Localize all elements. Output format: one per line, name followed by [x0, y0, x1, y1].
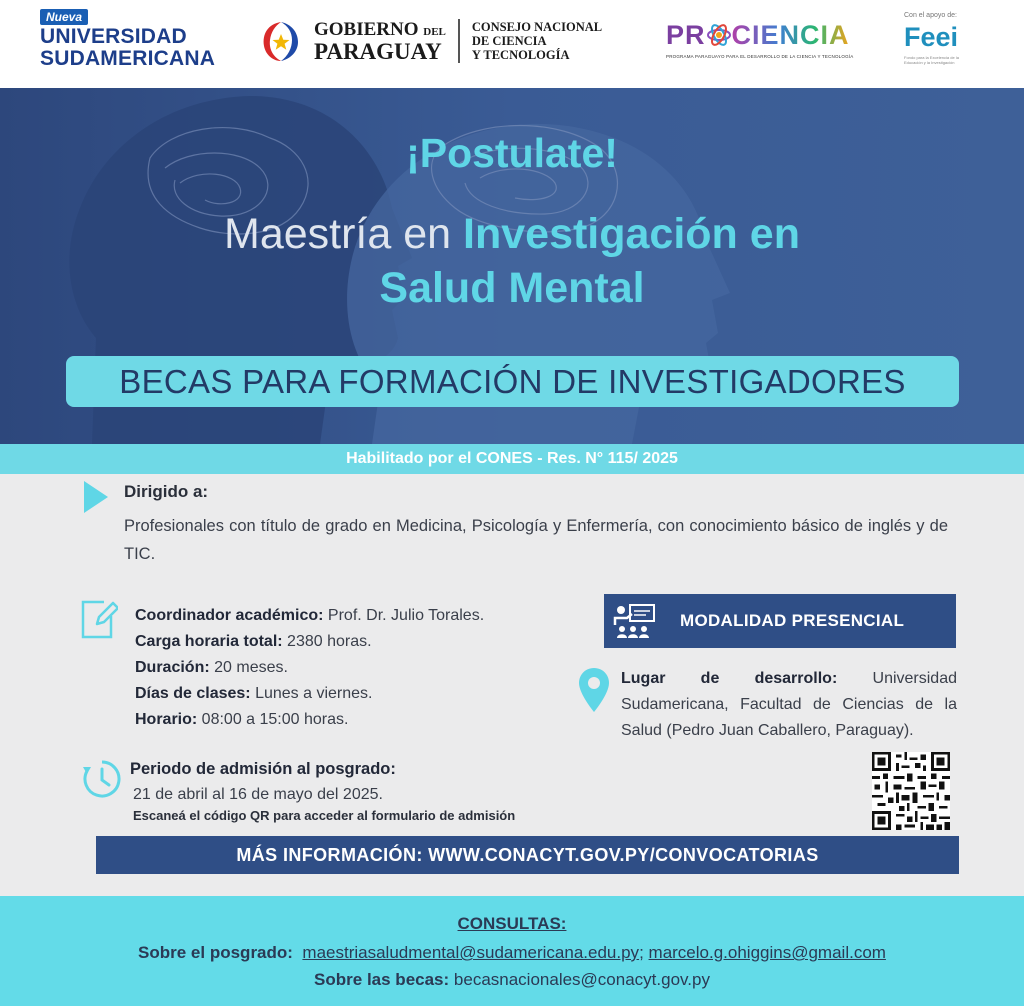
consultas-becas-label: Sobre las becas:	[314, 970, 450, 989]
consultas-title: CONSULTAS:	[457, 914, 567, 933]
play-arrow-icon	[84, 481, 108, 513]
gobierno-line-1-small: DEL	[423, 26, 446, 38]
consultas-becas-row	[0, 970, 1024, 990]
logo-line-1: UNIVERSIDAD	[40, 25, 187, 48]
program-title-line-1	[0, 210, 1024, 259]
gobierno-text	[314, 20, 446, 62]
detail-carga-horaria	[135, 629, 484, 655]
consultas-posgrado-row	[0, 943, 1024, 963]
prociencia-subtitle: PROGRAMA PARAGUAYO PARA EL DESARROLLO DE LA CIENCIA Y TECNOLOGÍA	[666, 54, 854, 59]
gobierno-separator	[458, 19, 460, 63]
program-details	[135, 603, 484, 733]
modalidad-label: MODALIDAD PRESENCIAL	[680, 611, 905, 630]
detail-coordinador	[135, 603, 484, 629]
program-title-thin: Maestría en	[224, 210, 452, 258]
logo-badge: Nueva	[40, 9, 88, 25]
info-section	[0, 474, 1024, 896]
consultas-posgrado-label: Sobre el posgrado:	[138, 943, 293, 962]
detail-label: Horario:	[135, 711, 198, 728]
admision-dates: 21 de abril al 16 de mayo del 2025.	[133, 786, 383, 803]
location-pin-icon	[578, 667, 610, 713]
classroom-icon	[612, 603, 656, 639]
becas-email[interactable]: becasnacionales@conacyt.gov.py	[453, 970, 710, 989]
mas-informacion-banner[interactable]: MÁS INFORMACIÓN: WWW.CONACYT.GOV.PY/CONVOCATORIAS	[96, 836, 959, 874]
postulate-heading: ¡Postulate!	[406, 130, 618, 176]
conacyt-line-2: DE CIENCIA	[471, 34, 547, 48]
detail-value: 2380 horas.	[282, 633, 372, 650]
prociencia-part-1: PR	[666, 20, 706, 50]
feei-subtitle: Fondo para la Excelencia de la Educación y la Investigación	[904, 55, 959, 65]
conacyt-line-1: CONSEJO NACIONAL	[471, 20, 603, 34]
feei-word: Feei	[904, 22, 959, 52]
habilitado-strip: Habilitado por el CONES - Res. N° 115/ 2025	[0, 444, 1024, 474]
conacyt-text	[472, 20, 602, 62]
posgrado-email-link-1[interactable]: maestriasaludmental@sudamericana.edu.py	[302, 943, 640, 962]
email-separator: ;	[639, 943, 644, 962]
gobierno-line-1: GOBIERNO	[314, 19, 419, 40]
detail-value: 08:00 a 15:00 horas.	[197, 711, 349, 728]
lugar-label: Lugar de desarrollo:	[621, 670, 838, 687]
header-logos	[0, 0, 1024, 88]
atom-icon	[706, 20, 732, 50]
detail-label: Carga horaria total:	[135, 633, 283, 650]
edit-document-icon	[80, 598, 118, 640]
prociencia-word	[666, 18, 852, 52]
detail-label: Días de clases:	[135, 685, 251, 702]
logo-gobierno-conacyt	[258, 18, 602, 64]
dirigido-text: Profesionales con título de grado en Medicina, Psicología y Enfermería, con conocimiento básico de inglés y de TIC.	[124, 517, 948, 563]
lugar-value: Universidad Sudamericana, Facultad de Ciencias de la Salud (Pedro Juan Caballero, Paraguay).	[621, 670, 957, 739]
detail-dias	[135, 681, 484, 707]
detail-label: Duración:	[135, 659, 210, 676]
logo-universidad-sudamericana	[40, 8, 215, 70]
modalidad-badge	[604, 594, 956, 648]
consultas-section	[0, 896, 1024, 1006]
clock-icon	[82, 759, 122, 799]
becas-banner: BECAS PARA FORMACIÓN DE INVESTIGADORES	[66, 356, 959, 407]
admision-note: Escaneá el código QR para acceder al formulario de admisión	[133, 808, 516, 823]
posgrado-email-link-2[interactable]: marcelo.g.ohiggins@gmail.com	[648, 943, 886, 962]
logo-feei	[904, 12, 976, 65]
conacyt-line-3: Y TECNOLOGÍA	[471, 48, 570, 62]
prociencia-part-2: CIENCIA	[731, 20, 850, 50]
logo-prociencia	[666, 18, 852, 59]
dirigido-title: Dirigido a:	[124, 482, 209, 501]
detail-value: 20 meses.	[209, 659, 288, 676]
logo-line-2: SUDAMERICANA	[40, 47, 216, 70]
detail-value: Prof. Dr. Julio Torales.	[323, 607, 485, 624]
gobierno-line-2: PARAGUAY	[314, 39, 442, 64]
detail-horario	[135, 707, 484, 733]
qr-code-icon[interactable]	[872, 752, 950, 830]
detail-duracion	[135, 655, 484, 681]
detail-value: Lunes a viernes.	[250, 685, 373, 702]
program-title-line-2: Salud Mental	[379, 264, 645, 312]
admision-title: Periodo de admisión al posgrado:	[130, 760, 396, 778]
gobierno-emblem-icon	[258, 18, 304, 64]
feei-top-text: Con el apoyo de:	[904, 12, 957, 19]
program-title-bold: Investigación en	[463, 210, 800, 258]
detail-label: Coordinador académico:	[135, 607, 324, 624]
lugar-desarrollo	[621, 666, 957, 744]
hero-banner	[0, 88, 1024, 444]
